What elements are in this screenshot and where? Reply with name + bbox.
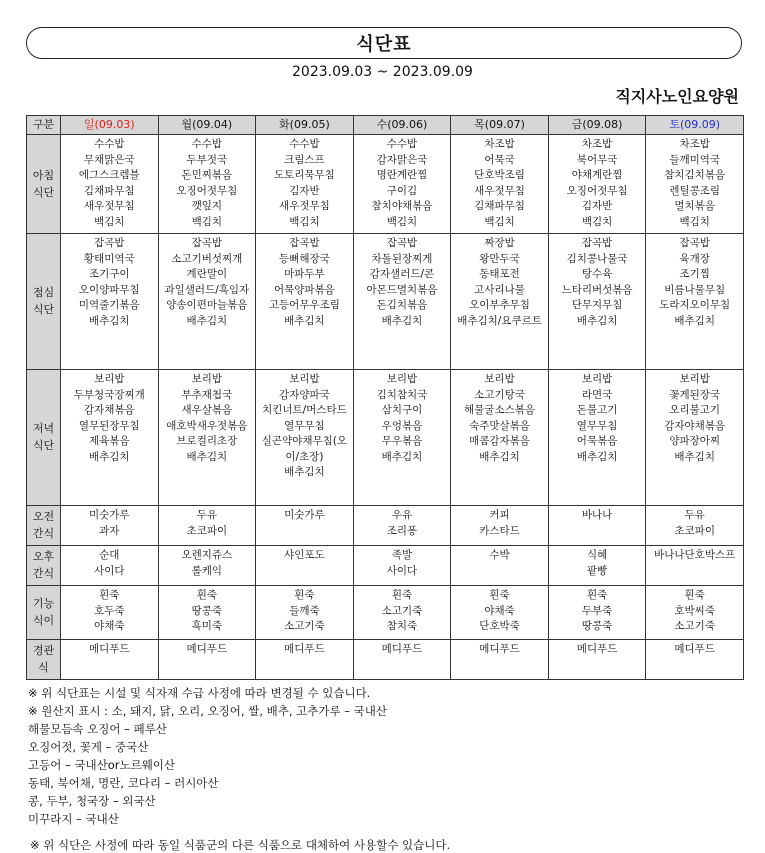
menu-item: 소고기죽 bbox=[381, 604, 423, 617]
menu-item: 메디푸드 bbox=[186, 643, 228, 655]
menu-item: 김치참치국 bbox=[376, 388, 428, 401]
page-title: 식단표 bbox=[356, 34, 412, 55]
menu-item: 김자반 bbox=[289, 184, 320, 197]
menu-item: 조리퐁 bbox=[386, 524, 418, 537]
menu-item: 느타리버섯볶음 bbox=[561, 283, 633, 296]
menu-item: 참치죽 bbox=[386, 620, 418, 632]
menu-item: 우엉볶음 bbox=[381, 419, 423, 432]
menu-item: 수수밥 bbox=[386, 138, 418, 150]
menu-item: 커피 bbox=[489, 509, 510, 521]
menu-cell bbox=[158, 640, 256, 680]
menu-item: 소고기죽 bbox=[674, 620, 715, 632]
footer-note: ※ 위 식단은 사정에 따라 동일 식품군의 다른 식품으로 대체하여 사용할수 있습니다. bbox=[30, 838, 451, 852]
menu-item: 새우살볶음 bbox=[181, 404, 233, 416]
menu-cell bbox=[451, 370, 549, 506]
menu-item: 부추재첩국 bbox=[181, 388, 233, 401]
menu-item: 동태포전 bbox=[479, 268, 520, 280]
menu-item: 어묵볶음 bbox=[576, 435, 618, 447]
menu-cell bbox=[61, 506, 159, 546]
meal-row bbox=[27, 135, 744, 234]
meal-row-label-line: 점심 bbox=[32, 286, 55, 299]
menu-cell bbox=[61, 546, 159, 586]
menu-item: 백김치 bbox=[289, 215, 320, 228]
menu-item: 배추김치 bbox=[576, 450, 618, 463]
note-line: ※ 위 식단표는 시설 및 식자재 수급 사정에 따라 변경될 수 있습니다. bbox=[28, 686, 371, 700]
menu-item: 도라지오이무침 bbox=[659, 299, 731, 311]
meal-row-label-line: 기능 bbox=[32, 597, 55, 610]
menu-item: 새우젓무침 bbox=[474, 184, 525, 197]
menu-item: 새우젓무침 bbox=[83, 200, 135, 212]
menu-item: 백김치 bbox=[94, 215, 125, 228]
meal-row-label bbox=[27, 546, 61, 586]
menu-item: 메디푸드 bbox=[381, 643, 423, 655]
menu-item: 수수밥 bbox=[289, 138, 320, 150]
day-header: 목(09.07) bbox=[451, 116, 549, 135]
menu-item: 감자야채볶음 bbox=[664, 419, 726, 432]
menu-item: 해물굴소스볶음 bbox=[464, 404, 536, 416]
corner-label: 구분 bbox=[27, 116, 61, 135]
menu-item: 김치콩나물국 bbox=[566, 252, 628, 265]
day-header: 수(09.06) bbox=[353, 116, 451, 135]
menu-cell bbox=[256, 586, 354, 640]
menu-item: 배추김치 bbox=[186, 450, 228, 463]
meal-row bbox=[27, 640, 744, 680]
meal-row-label bbox=[27, 370, 61, 506]
menu-item: 보리밥 bbox=[581, 373, 613, 385]
menu-cell bbox=[646, 506, 744, 546]
meal-row-label-line: 간식 bbox=[32, 567, 55, 580]
note-line: 오징어젓, 꽃게 – 중국산 bbox=[28, 740, 149, 754]
menu-cell bbox=[353, 586, 451, 640]
menu-cell bbox=[646, 234, 744, 370]
menu-cell bbox=[158, 506, 256, 546]
menu-item: 바나나 bbox=[581, 509, 613, 521]
menu-cell bbox=[353, 370, 451, 506]
menu-item: 새우젓무침 bbox=[279, 200, 330, 212]
menu-item: 김채파무침 bbox=[474, 200, 525, 212]
menu-item: 오렌지쥬스 bbox=[181, 549, 233, 561]
menu-item: 백김치 bbox=[386, 215, 418, 228]
menu-item: 카스타드 bbox=[479, 524, 520, 537]
menu-cell bbox=[548, 135, 646, 234]
note-line: 콩, 두부, 청국장 – 외국산 bbox=[28, 794, 156, 808]
menu-item: 식혜 bbox=[586, 549, 608, 561]
menu-item: 계란말이 bbox=[186, 268, 228, 280]
menu-cell bbox=[451, 135, 549, 234]
menu-item: 매콤감자볶음 bbox=[469, 435, 530, 447]
menu-item: 백김치 bbox=[679, 215, 710, 228]
menu-cell bbox=[61, 586, 159, 640]
menu-item: 배추김치 bbox=[88, 450, 130, 463]
menu-item: 메디푸드 bbox=[479, 643, 520, 655]
menu-item: 흰죽 bbox=[391, 589, 413, 601]
menu-cell bbox=[646, 370, 744, 506]
menu-item: 흰죽 bbox=[196, 589, 217, 601]
menu-item: 배추김치 bbox=[88, 314, 130, 327]
menu-item: 배추김치 bbox=[186, 314, 228, 327]
menu-item: 메디푸드 bbox=[674, 643, 715, 655]
menu-item: 감자맑은국 bbox=[376, 153, 428, 166]
menu-item: 차조밥 bbox=[581, 138, 613, 150]
menu-cell bbox=[256, 370, 354, 506]
menu-item: 차돌된장찌게 bbox=[371, 252, 433, 265]
menu-item: 삼치구이 bbox=[381, 404, 423, 416]
menu-item: 도토리묵무침 bbox=[273, 169, 335, 181]
menu-item: 잡곡밥 bbox=[581, 237, 613, 249]
menu-item: 미숫가루 bbox=[88, 509, 130, 521]
menu-item: 흰죽 bbox=[586, 589, 608, 601]
weekly-menu-table bbox=[26, 115, 744, 680]
menu-item: 땅콩죽 bbox=[191, 604, 223, 617]
menu-item: 오이양파무침 bbox=[78, 283, 140, 296]
menu-item: 팥빵 bbox=[586, 564, 608, 577]
menu-item: 배추김치 bbox=[381, 450, 423, 463]
menu-item: 육개장 bbox=[679, 252, 710, 265]
meal-row bbox=[27, 546, 744, 586]
menu-cell bbox=[451, 640, 549, 680]
meal-row bbox=[27, 370, 744, 506]
menu-item: 수박 bbox=[489, 549, 510, 561]
menu-item: 참치김치볶음 bbox=[664, 169, 726, 181]
menu-item: 애호박새우젓볶음 bbox=[166, 419, 248, 432]
menu-item: 백김치 bbox=[581, 215, 613, 228]
menu-item: 돈김치볶음 bbox=[376, 299, 428, 311]
menu-item: 구이김 bbox=[386, 184, 418, 197]
menu-item: 에그스크렘블 bbox=[78, 169, 140, 181]
menu-cell bbox=[158, 135, 256, 234]
menu-item: 단무지무침 bbox=[571, 299, 623, 311]
menu-item: 수수밥 bbox=[191, 138, 223, 150]
meal-row-label bbox=[27, 586, 61, 640]
menu-item: 등뼈해장국 bbox=[279, 252, 330, 265]
menu-item: 양송이편마늘볶음 bbox=[166, 299, 248, 311]
menu-item: 실곤약야채무침(오이/초장) bbox=[261, 435, 348, 463]
menu-item: 조기구이 bbox=[88, 268, 130, 280]
menu-item: 메디푸드 bbox=[284, 643, 325, 655]
menu-cell bbox=[451, 234, 549, 370]
meal-row bbox=[27, 506, 744, 546]
menu-cell bbox=[548, 586, 646, 640]
menu-cell bbox=[61, 370, 159, 506]
menu-item: 보리밥 bbox=[679, 373, 710, 385]
menu-item: 흰죽 bbox=[684, 589, 705, 601]
menu-item: 탕수육 bbox=[581, 268, 613, 280]
menu-item: 잡곡밥 bbox=[679, 237, 710, 249]
menu-item: 초코파이 bbox=[674, 524, 715, 537]
menu-item: 어묵양파볶음 bbox=[273, 283, 335, 296]
menu-cell bbox=[158, 586, 256, 640]
menu-item: 소고기탕국 bbox=[474, 388, 525, 401]
menu-item: 배추김치 bbox=[576, 314, 618, 327]
menu-item: 고등어무우조림 bbox=[268, 299, 340, 311]
menu-item: 두부청국장찌개 bbox=[73, 388, 145, 401]
menu-item: 북어무국 bbox=[576, 153, 618, 166]
menu-item: 왕만두국 bbox=[479, 252, 520, 265]
menu-cell bbox=[158, 234, 256, 370]
menu-item: 소고기버섯찌개 bbox=[171, 252, 243, 265]
menu-item: 치킨너트/머스타드 bbox=[262, 404, 347, 416]
menu-item: 백김치 bbox=[484, 215, 515, 228]
meal-row-label-line: 식단 bbox=[32, 303, 55, 316]
day-header-row bbox=[27, 116, 744, 135]
menu-cell bbox=[548, 370, 646, 506]
menu-cell bbox=[256, 506, 354, 546]
meal-row-label-line: 식단 bbox=[32, 185, 55, 199]
menu-item: 양파장아찌 bbox=[669, 435, 721, 447]
menu-cell bbox=[256, 546, 354, 586]
meal-row-label-line: 식이 bbox=[32, 614, 55, 627]
menu-item: 야채죽 bbox=[484, 604, 515, 617]
menu-item: 차조밥 bbox=[484, 138, 515, 150]
menu-cell bbox=[61, 640, 159, 680]
menu-item: 오징어젓무침 bbox=[176, 184, 238, 197]
menu-item: 두부젓국 bbox=[186, 153, 228, 166]
menu-cell bbox=[61, 234, 159, 370]
menu-item: 족발 bbox=[391, 549, 413, 561]
menu-item: 짜장밥 bbox=[484, 237, 515, 249]
menu-item: 잡곡밥 bbox=[386, 237, 418, 249]
menu-item: 김채파무침 bbox=[83, 184, 135, 197]
menu-cell bbox=[61, 135, 159, 234]
menu-item: 보리밥 bbox=[289, 373, 320, 385]
menu-item: 어묵국 bbox=[484, 153, 515, 166]
menu-item: 아몬드멸치볶음 bbox=[366, 283, 438, 296]
menu-item: 미역줄기볶음 bbox=[78, 299, 140, 311]
menu-cell bbox=[158, 546, 256, 586]
day-header: 월(09.04) bbox=[158, 116, 256, 135]
menu-item: 열무무침 bbox=[284, 419, 325, 432]
menu-item: 사이다 bbox=[94, 564, 125, 577]
menu-item: 메디푸드 bbox=[576, 643, 618, 655]
menu-item: 들깨죽 bbox=[289, 604, 320, 617]
menu-item: 배추김치 bbox=[284, 314, 325, 327]
menu-item: 초코파이 bbox=[186, 524, 228, 537]
menu-item: 땅콩죽 bbox=[581, 620, 613, 632]
menu-item: 배추김치/요쿠르트 bbox=[457, 314, 542, 327]
menu-item: 돈불고기 bbox=[576, 404, 618, 416]
menu-item: 흰죽 bbox=[294, 589, 315, 601]
notes-section bbox=[28, 684, 748, 828]
menu-cell bbox=[646, 546, 744, 586]
menu-item: 흑미죽 bbox=[191, 620, 223, 632]
meal-row-label bbox=[27, 640, 61, 680]
menu-item: 명란계란찜 bbox=[376, 169, 428, 181]
meal-row-label bbox=[27, 234, 61, 370]
menu-item: 제육볶음 bbox=[88, 435, 130, 447]
menu-item: 무우볶음 bbox=[381, 435, 423, 447]
menu-item: 감자채볶음 bbox=[83, 404, 135, 416]
menu-item: 호박씨죽 bbox=[674, 604, 715, 617]
menu-item: 수수밥 bbox=[94, 138, 125, 150]
menu-item: 감자샐러드/콘 bbox=[369, 268, 435, 280]
menu-item: 순대 bbox=[99, 549, 120, 561]
organization-name: 직지사노인요양원 bbox=[615, 87, 739, 106]
menu-item: 보리밥 bbox=[484, 373, 515, 385]
menu-item: 조기찜 bbox=[679, 268, 710, 280]
menu-cell bbox=[451, 506, 549, 546]
menu-item: 잡곡밥 bbox=[289, 237, 320, 249]
menu-item: 흰죽 bbox=[489, 589, 510, 601]
meal-row-label-line: 경관 bbox=[32, 644, 55, 657]
note-line: ※ 원산지 표시 : 소, 돼지, 닭, 오리, 오징어, 쌀, 배추, 고추가루 – 국내산 bbox=[28, 704, 387, 718]
menu-item: 감자양파국 bbox=[279, 388, 330, 401]
menu-item: 배추김치 bbox=[381, 314, 423, 327]
menu-title-banner bbox=[26, 27, 742, 59]
menu-item: 마파두부 bbox=[284, 268, 325, 280]
menu-item: 참치야채볶음 bbox=[371, 200, 433, 212]
menu-item: 보리밥 bbox=[191, 373, 223, 385]
meal-row-label-line: 식 bbox=[38, 661, 49, 674]
menu-cell bbox=[353, 506, 451, 546]
menu-item: 깻잎지 bbox=[191, 200, 223, 212]
menu-item: 호두죽 bbox=[94, 604, 125, 617]
menu-item: 바나나단호박스프 bbox=[654, 549, 736, 561]
day-header: 일(09.03) bbox=[61, 116, 159, 135]
menu-item: 과자 bbox=[99, 524, 120, 537]
day-header: 금(09.08) bbox=[548, 116, 646, 135]
menu-item: 야채죽 bbox=[94, 620, 125, 632]
menu-item: 들깨미역국 bbox=[669, 153, 721, 166]
menu-item: 차조밥 bbox=[679, 138, 710, 150]
menu-item: 숙주맛살볶음 bbox=[469, 419, 530, 432]
menu-cell bbox=[256, 640, 354, 680]
menu-item: 멸치볶음 bbox=[674, 200, 715, 212]
menu-cell bbox=[548, 234, 646, 370]
menu-item: 보리밥 bbox=[94, 373, 125, 385]
day-header: 토(09.09) bbox=[646, 116, 744, 135]
menu-item: 무채맑은국 bbox=[83, 153, 135, 166]
menu-item: 라면국 bbox=[581, 388, 613, 401]
menu-item: 과일샐러드/흑임자 bbox=[164, 283, 250, 296]
menu-item: 열무된장무침 bbox=[78, 419, 140, 432]
meal-row bbox=[27, 586, 744, 640]
menu-cell bbox=[256, 234, 354, 370]
menu-item: 두유 bbox=[684, 509, 705, 521]
note-line: 동태, 북어채, 명란, 코다리 – 러시아산 bbox=[28, 776, 219, 790]
menu-cell bbox=[548, 640, 646, 680]
menu-item: 배추김치 bbox=[479, 450, 520, 463]
menu-item: 사이다 bbox=[386, 564, 418, 577]
menu-item: 배추김치 bbox=[674, 314, 715, 327]
menu-item: 단호박조림 bbox=[474, 169, 525, 181]
menu-cell bbox=[646, 135, 744, 234]
meal-row-label-line: 저녁 bbox=[32, 422, 55, 435]
menu-item: 우유 bbox=[391, 509, 413, 521]
menu-item: 두유 bbox=[196, 509, 217, 521]
menu-item: 메디푸드 bbox=[88, 643, 130, 655]
menu-cell bbox=[451, 546, 549, 586]
menu-item: 배추김치 bbox=[284, 466, 325, 478]
menu-cell bbox=[256, 135, 354, 234]
menu-item: 황태미역국 bbox=[83, 252, 135, 265]
menu-item: 김자반 bbox=[581, 200, 613, 212]
menu-cell bbox=[646, 586, 744, 640]
menu-item: 두부죽 bbox=[581, 604, 613, 617]
meal-row-label-line: 식단 bbox=[32, 439, 55, 452]
menu-item: 비름나물무침 bbox=[664, 283, 726, 296]
menu-item: 보리밥 bbox=[386, 373, 418, 385]
menu-cell bbox=[646, 640, 744, 680]
menu-cell bbox=[353, 546, 451, 586]
menu-cell bbox=[353, 640, 451, 680]
menu-item: 브로컬리초장 bbox=[176, 435, 238, 447]
note-line: 해물모듬속 오징어 – 페루산 bbox=[28, 722, 167, 736]
menu-cell bbox=[353, 135, 451, 234]
menu-item: 단호박죽 bbox=[479, 620, 520, 632]
menu-item: 샤인포도 bbox=[284, 549, 325, 561]
menu-cell bbox=[158, 370, 256, 506]
meal-row-label bbox=[27, 506, 61, 546]
menu-item: 고사리나물 bbox=[474, 283, 525, 296]
menu-item: 오징어젓무침 bbox=[566, 184, 628, 197]
menu-item: 잡곡밥 bbox=[191, 237, 223, 249]
menu-item: 롤케익 bbox=[191, 564, 223, 577]
menu-item: 흰죽 bbox=[99, 589, 120, 601]
date-range: 2023.09.03 ~ 2023.09.09 bbox=[292, 64, 473, 80]
meal-row-label bbox=[27, 135, 61, 234]
menu-item: 오리불고기 bbox=[669, 404, 721, 416]
meal-row-label-line: 오전 bbox=[32, 510, 55, 523]
menu-item: 배추김치 bbox=[674, 450, 715, 463]
menu-cell bbox=[548, 506, 646, 546]
menu-item: 잡곡밥 bbox=[94, 237, 125, 249]
meal-row-label-line: 아침 bbox=[32, 168, 55, 182]
menu-item: 열무무침 bbox=[576, 419, 618, 432]
menu-cell bbox=[548, 546, 646, 586]
note-line: 고등어 – 국내산or노르웨이산 bbox=[28, 758, 176, 772]
day-header: 화(09.05) bbox=[256, 116, 354, 135]
menu-item: 미숫가루 bbox=[284, 509, 325, 521]
meal-row bbox=[27, 234, 744, 370]
menu-cell bbox=[451, 586, 549, 640]
menu-item: 백김치 bbox=[191, 215, 223, 228]
menu-item: 소고기죽 bbox=[284, 620, 325, 632]
menu-item: 오이부추무침 bbox=[469, 299, 530, 311]
menu-item: 렌틸콩조림 bbox=[669, 184, 721, 197]
menu-item: 야채계란찜 bbox=[571, 169, 623, 181]
note-line: 미꾸라지 – 국내산 bbox=[28, 812, 119, 826]
menu-item: 크림스프 bbox=[284, 153, 325, 166]
meal-row-label-line: 간식 bbox=[32, 527, 55, 540]
menu-item: 꽃게된장국 bbox=[669, 388, 721, 401]
menu-item: 돈민찌볶음 bbox=[181, 169, 233, 181]
menu-cell bbox=[353, 234, 451, 370]
meal-row-label-line: 오후 bbox=[32, 550, 55, 563]
